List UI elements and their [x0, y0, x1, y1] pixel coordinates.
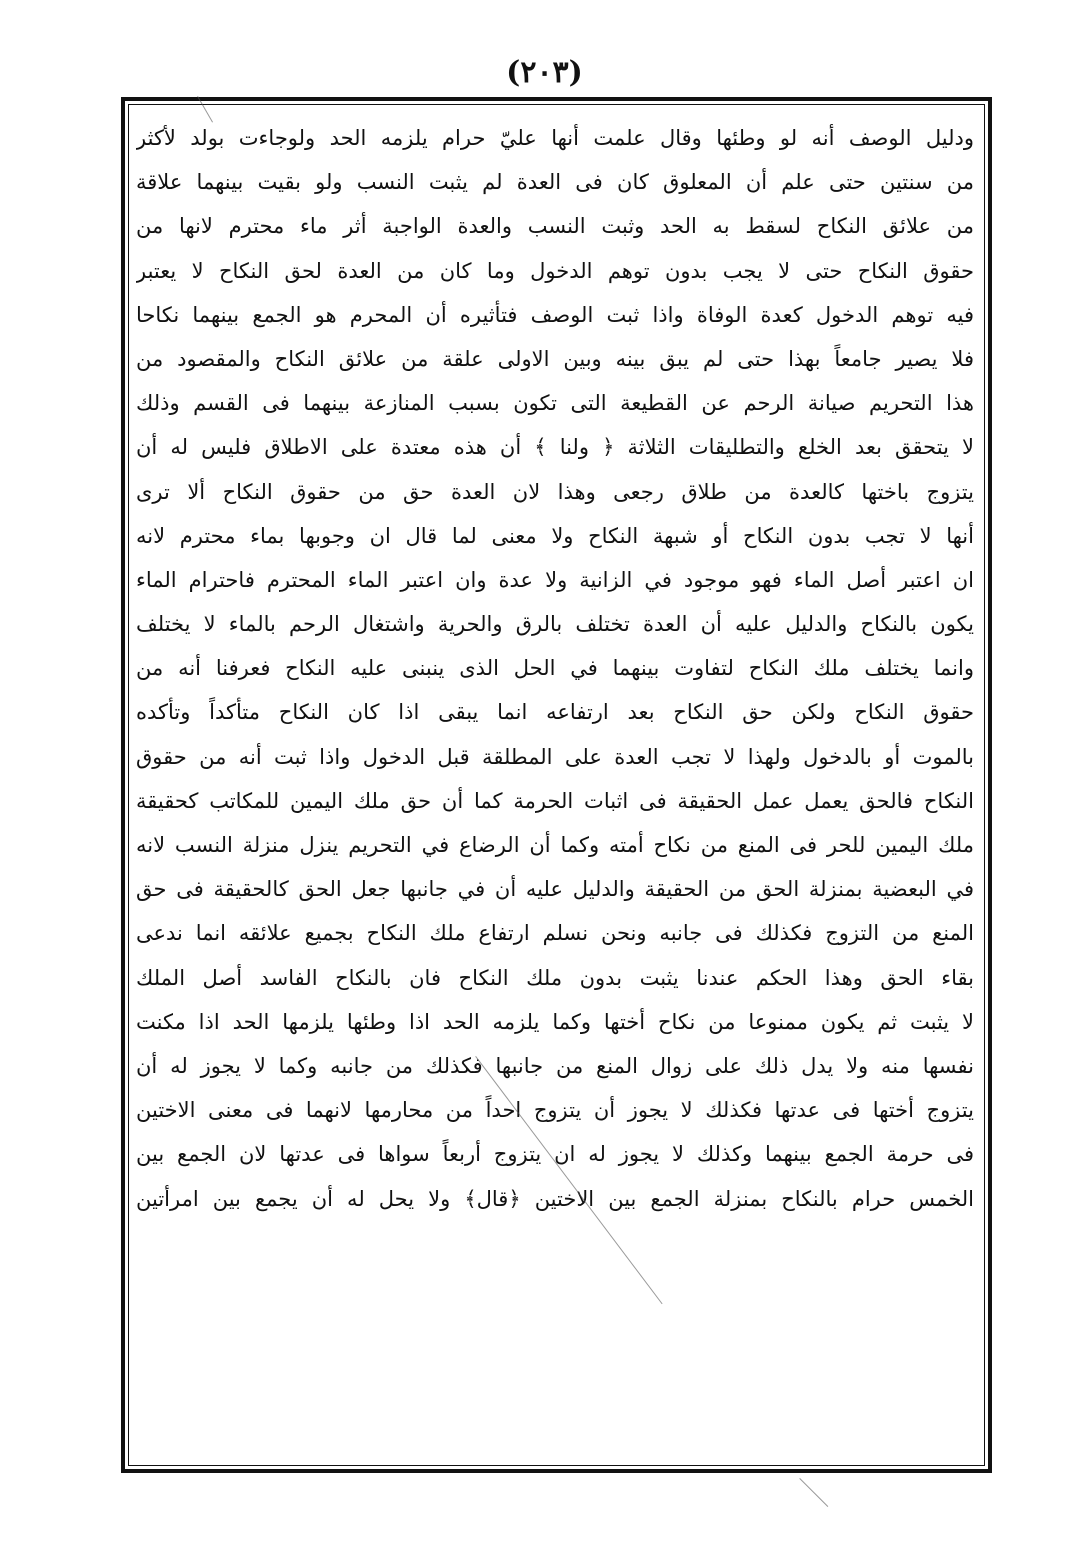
text-line: نفسها منه ولا يدل ذلك على زوال المنع من جانبها فكذلك من جانبه وكما لا يجوز له أن [136, 1053, 974, 1078]
text-line: ملك اليمين للحر فى المنع من نكاح أمته وكما أن الرضاع في التحريم ينزل منزلة النسب لانه [136, 833, 974, 857]
scan-mark [799, 1478, 828, 1507]
text-line: فيه توهم الدخول كعدة الوفاة واذا ثبت الوصف فتأثيره أن المحرم هو الجمع بينهما نكاحا [136, 302, 974, 327]
text-line: ودليل الوصف أنه لو وطئها وقال علمت أنها عليّ حرام يلزمه الحد ولوجاءت بولد لأكثر [136, 126, 974, 150]
text-line: بالموت أو بالدخول ولهذا لا تجب العدة على المطلقة قبل الدخول واذا ثبت أنه من حقوق [136, 744, 974, 769]
text-line: أنها لا تجب بدون النكاح أو شبهة النكاح ولا معنى لما قال ان وجوبها بماء محترم لانه [136, 523, 974, 548]
text-line: النكاح فالحق يعمل عمل الحقيقة فى اثبات الحرمة كما أن حق ملك اليمين للمكاتب كحقيقة [136, 788, 974, 813]
text-line: الخمس حرام بالنكاح بمنزلة الجمع بين الاختين ﴿قال﴾ ولا يحل له أن يجمع بين امرأتين [136, 1186, 974, 1211]
body-text [136, 116, 974, 1221]
text-line: في البعضية بمنزلة الحق من الحقيقة والدليل عليه أن في جانبها جعل الحق كالحقيقة فى حق [136, 877, 974, 902]
text-line: بقاء الحق وهذا الحكم عندنا يثبت بدون ملك النكاح فان بالنكاح الفاسد أصل الملك [136, 965, 974, 990]
text-line: من علائق النكاح لسقط به الحد وثبت النسب والعدة الواجبة أثر ماء محترم لانها من [136, 214, 974, 239]
text-line: حقوق النكاح حتى لا يجب بدون توهم الدخول وما كان من العدة لحق النكاح لا يعتبر [136, 258, 974, 283]
text-line: هذا التحريم صيانة الرحم عن القطيعة التى تكون بسبب المنازعة بينهما فى القسم وذلك [136, 391, 974, 416]
text-line: يكون بالنكاح والدليل عليه أن العدة تختلف بالرق والحرية واشتغال الرحم بالماء لا يختلف [136, 612, 974, 637]
text-line: حقوق النكاح ولكن حق النكاح بعد ارتفاعه انما يبقى اذا كان النكاح متأكداً وتأكده [136, 700, 974, 725]
text-line: فلا يصير جامعاً بهذا حتى لم يبق بينه وبين الاولى علقة من علائق النكاح والمقصود من [136, 346, 974, 371]
text-line: لا يثبت ثم يكون ممنوعا من نكاح أختها وكما يلزمه الحد اذا وطئها يلزمها الحد اذا مكنت [136, 1009, 974, 1034]
text-line: فى حرمة الجمع بينهما وكذلك لا يجوز له ان يتزوج أربعاً سواها فى عدتها لان الجمع بين [136, 1142, 974, 1167]
text-line: المنع من التزوج فكذلك فى جانبه ونحن نسلم ارتفاع ملك النكاح بجميع علائقه انما ندعى [136, 921, 974, 946]
text-line: يتزوج أختها فى عدتها فكذلك لا يجوز أن يتزوج احداً من محارمها لانهما فى معنى الاختين [136, 1098, 974, 1123]
text-line: لا يتحقق بعد الخلع والتطليقات الثلاثة ﴿ ولنا ﴾ أن هذه معتدة على الاطلاق فليس له أن [136, 435, 974, 460]
text-line: يتزوج باختها كالعدة من طلاق رجعى وهذا لان العدة حق من حقوق النكاح ألا ترى [136, 479, 974, 504]
text-line: ان اعتبر أصل الماء فهو موجود في الزانية ولا عدة وان اعتبر الماء المحترم فاحترام الماء [136, 567, 974, 592]
text-line: من سنتين حتى علم أن المعلوق كان فى العدة لم يثبت النسب ولو بقيت بينهما علاقة [136, 170, 974, 195]
page-number: (٢٠٣) [506, 55, 583, 90]
text-line: وانما يختلف ملك النكاح لتفاوت بينهما في الحل الذى ينبنى عليه النكاح فعرفنا أنه من [136, 656, 974, 681]
